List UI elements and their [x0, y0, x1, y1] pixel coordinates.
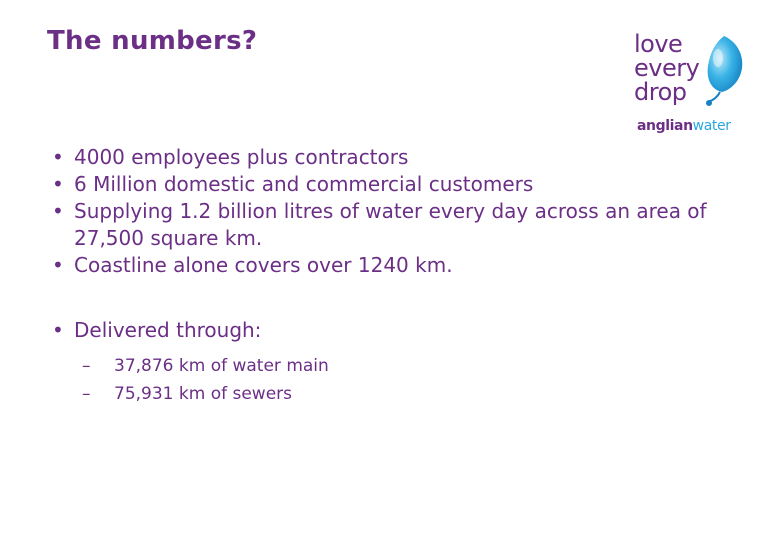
- slide-title: The numbers?: [47, 26, 258, 56]
- sub-bullet-text: 37,876 km of water main: [114, 356, 329, 376]
- love-every-drop-logo: [632, 32, 752, 142]
- list-item: [52, 252, 752, 279]
- bullet-marker: •: [52, 253, 64, 277]
- list-item: [52, 144, 752, 171]
- brand-anglian: anglian: [637, 118, 693, 134]
- brand-water: water: [692, 118, 731, 134]
- water-drop-icon: [702, 34, 746, 108]
- anglian-water-brand: [637, 118, 731, 134]
- sub-bullet-list: [74, 352, 752, 408]
- bullet-text: 4000 employees plus contractors: [74, 145, 409, 169]
- bullet-text: Coastline alone covers over 1240 km.: [74, 253, 453, 277]
- bullet-text: 6 Million domestic and commercial customers: [74, 172, 534, 196]
- bullet-marker: •: [52, 318, 64, 342]
- list-item: [52, 198, 752, 252]
- list-item: [52, 171, 752, 198]
- logo-line-drop: drop: [634, 78, 687, 106]
- dash-marker: –: [82, 384, 91, 404]
- bullet-marker: •: [52, 172, 64, 196]
- sub-list-item: [82, 380, 752, 408]
- bullet-marker: •: [52, 145, 64, 169]
- bullet-marker: •: [52, 199, 64, 223]
- bullet-list: [52, 144, 752, 408]
- sub-bullet-text: 75,931 km of sewers: [114, 384, 293, 404]
- bullet-text: Supplying 1.2 billion litres of water every day across an area of 27,500 square km.: [74, 199, 707, 250]
- bullet-text: Delivered through:: [74, 318, 262, 342]
- logo-line-love: love: [634, 30, 683, 58]
- sub-list-item: [82, 352, 752, 380]
- logo-wordmark: [634, 32, 699, 104]
- logo-line-every: every: [634, 54, 700, 82]
- dash-marker: –: [82, 356, 91, 376]
- bullet-content: [52, 144, 752, 408]
- list-item: [52, 317, 752, 408]
